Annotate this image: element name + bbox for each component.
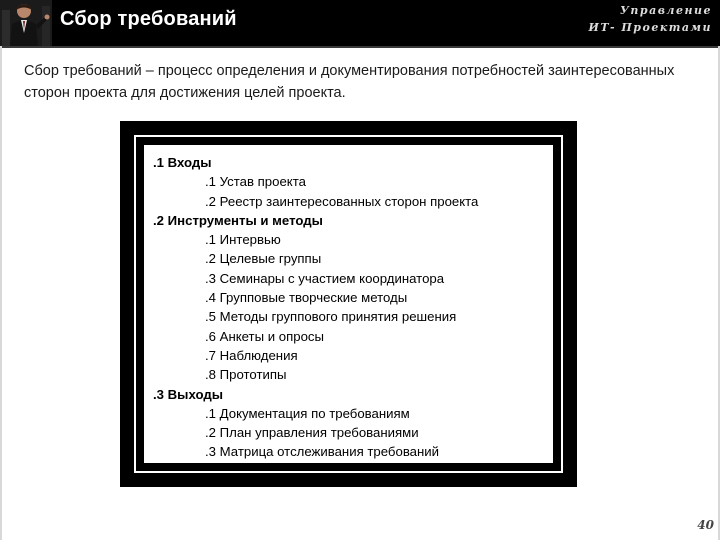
list-item: .1 Устав проекта: [205, 174, 306, 190]
header-bar: [0, 0, 720, 48]
list-item: .2 Целевые группы: [205, 251, 322, 267]
list-item: .2 План управления требованиями: [205, 425, 419, 441]
list-item: .6 Анкеты и опросы: [205, 328, 324, 344]
list-item: .4 Групповые творческие методы: [205, 290, 408, 306]
list-item: .2 Реестр заинтересованных сторон проекта: [205, 193, 479, 209]
list-item: .1 Интервью: [205, 232, 281, 248]
list-item: .5 Методы группового принятия решения: [205, 309, 457, 325]
list-item: .3 Матрица отслеживания требований: [205, 444, 440, 460]
brand-line-2: ИТ- Проектами: [588, 21, 712, 34]
section-inputs: .1 Входы: [153, 155, 212, 170]
section-outputs: .3 Выходы: [153, 386, 223, 402]
brand-line-1: Управление: [619, 4, 712, 17]
process-content: [144, 145, 553, 463]
list-item: .3 Семинары с участием координатора: [205, 270, 445, 286]
list-item: .8 Прототипы: [205, 367, 287, 383]
left-border: [0, 46, 2, 540]
list-item: .7 Наблюдения: [205, 347, 298, 363]
presenter-photo: [0, 0, 52, 46]
course-brand: [588, 2, 712, 36]
intro-text: Сбор требований – процесс определения и документирования потребностей заинтересованных сторон проекта для достижения целей проекта.: [24, 63, 675, 101]
page-number: 40: [697, 518, 714, 532]
process-box: [120, 121, 577, 487]
page-title: Сбор требований: [60, 8, 237, 30]
section-tools: .2 Инструменты и методы: [153, 212, 323, 228]
list-item: .1 Документация по требованиям: [205, 405, 410, 421]
